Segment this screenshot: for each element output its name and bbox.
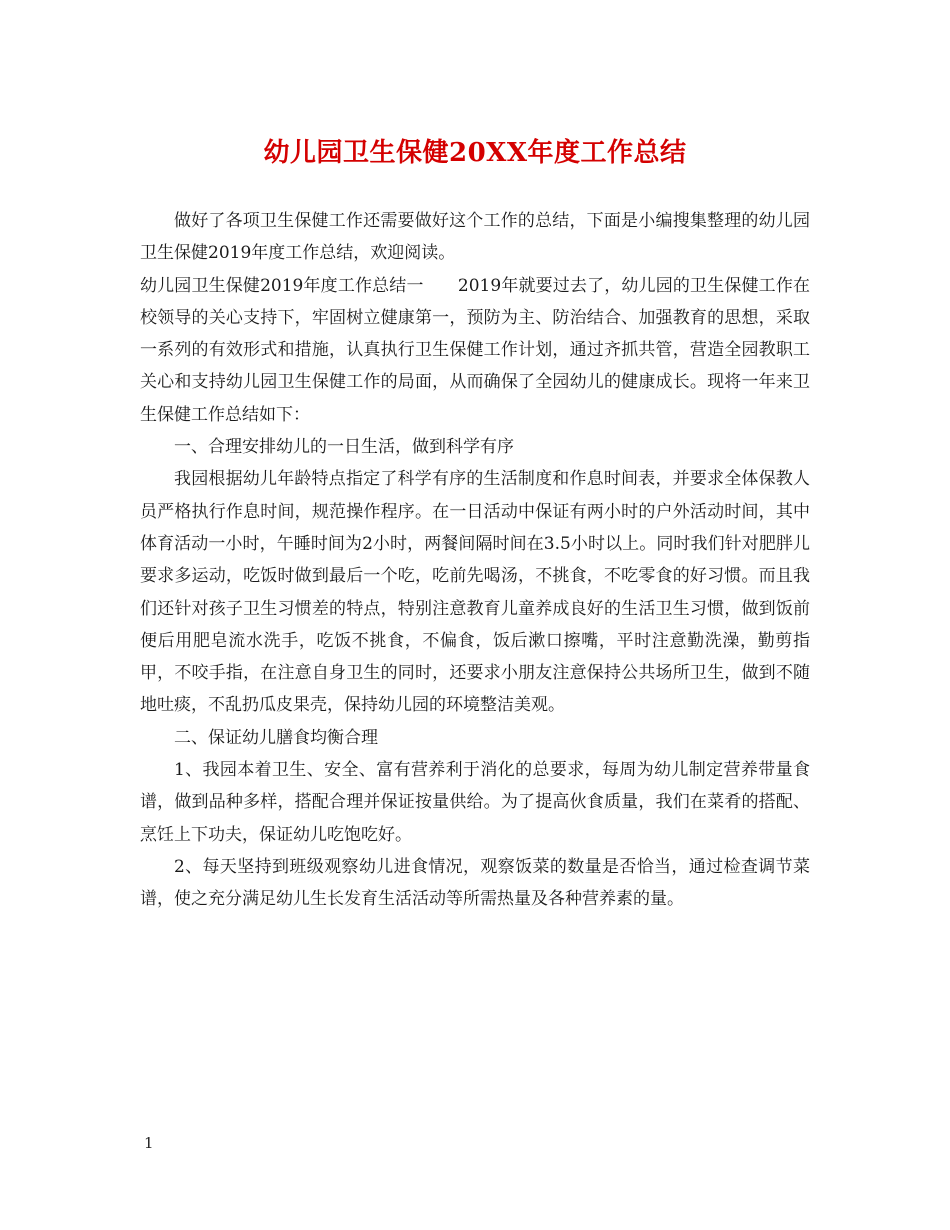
document-title: 幼儿园卫生保健20XX年度工作总结	[263, 138, 687, 168]
intro-paragraph: 做好了各项卫生保健工作还需要做好这个工作的总结，下面是小编搜集整理的幼儿园卫生保健2019年度工作总结，欢迎阅读。	[140, 211, 810, 264]
document-body	[140, 205, 810, 916]
section-heading-2: 二、保证幼儿膳食均衡合理	[174, 727, 378, 748]
section-1-paragraph: 我园根据幼儿年龄特点指定了科学有序的生活制度和作息时间表，并要求全体保教人员严格执行作息时间，规范操作程序。在一日活动中保证有两小时的户外活动时间，其中体育活动一小时，午睡时间为2小时，两餐间隔时间在3.5小时以上。同时我们针对肥胖儿要求多运动，吃饭时做到最后一个吃，吃前先喝汤，不挑食，不吃零食的好习惯。而且我们还针对孩子卫生习惯差的特点，特别注意教育儿童养成良好的生活卫生习惯，做到饭前便后用肥皂流水洗手，吃饭不挑食，不偏食，饭后漱口擦嘴，平时注意勤洗澡，勤剪指甲，不咬手指，在注意自身卫生的同时，还要求小朋友注意保持公共场所卫生，做到不随地吐痰，不乱扔瓜皮果壳，保持幼儿园的环境整洁美观。	[140, 469, 810, 716]
summary-opening-paragraph: 幼儿园卫生保健2019年度工作总结一 2019年就要过去了，幼儿园的卫生保健工作在校领导的关心支持下，牢固树立健康第一，预防为主、防治结合、加强教育的思想，采取一系列的有效形式和措施，认真执行卫生保健工作计划，通过齐抓共管，营造全园教职工关心和支持幼儿园卫生保健工作的局面，从而确保了全园幼儿的健康成长。现将一年来卫生保健工作总结如下：	[140, 275, 810, 425]
page-number: 1	[144, 1134, 154, 1152]
section-heading-1: 一、合理安排幼儿的一日生活，做到科学有序	[174, 437, 514, 458]
section-2-item-2: 2、每天坚持到班级观察幼儿进食情况，观察饭菜的数量是否恰当，通过检查调节菜谱，使之充分满足幼儿生长发育生活活动等所需热量及各种营养素的量。	[140, 856, 810, 910]
section-2-item-1: 1、我园本着卫生、安全、富有营养利于消化的总要求，每周为幼儿制定营养带量食谱，做到品种多样，搭配合理并保证按量供给。为了提高伙食质量，我们在菜肴的搭配、烹饪上下功夫，保证幼儿吃饱吃好。	[140, 760, 810, 845]
